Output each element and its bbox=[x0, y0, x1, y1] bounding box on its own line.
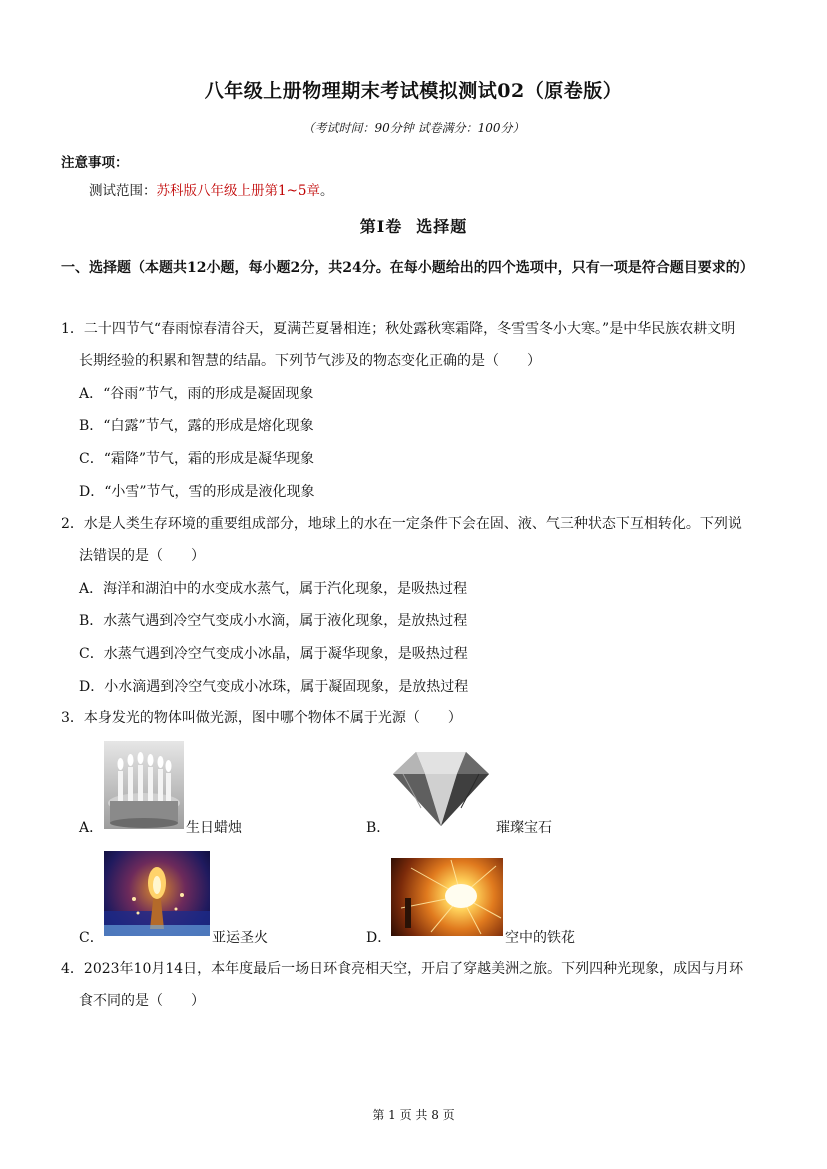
question-3-option-b-label: 璀璨宝石 bbox=[496, 820, 552, 836]
question-1-option-c: C．“霜降”节气，霜的形成是凝华现象 bbox=[79, 451, 315, 467]
question-2-option-b: B．水蒸气遇到冷空气变成小水滴，属于液化现象，是放热过程 bbox=[79, 613, 468, 629]
question-2-option-c: C．水蒸气遇到冷空气变成小冰晶，属于凝华现象，是吸热过程 bbox=[79, 646, 468, 662]
scope-highlight: 苏科版八年级上册第1~5章 bbox=[156, 183, 320, 199]
question-3-option-b-letter: B． bbox=[366, 820, 391, 836]
question-1-stem: 1．二十四节气“春雨惊春清谷天，夏满芒夏暑相连；秋处露秋寒霜降，冬雪雪冬小大寒。”是中华民族农耕文明 bbox=[61, 321, 736, 337]
scope-suffix: 。 bbox=[320, 183, 334, 199]
section-title-part1: 第Ⅰ卷 bbox=[359, 217, 403, 236]
page-footer: 第 1 页 共 8 页 bbox=[372, 1108, 455, 1122]
question-4-stem: 4．2023年10月14日，本年度最后一场日环食亮相天空，开启了穿越美洲之旅。下列四种光现象，成因与月环 bbox=[61, 961, 744, 977]
question-1-option-b: B．“白露”节气，露的形成是熔化现象 bbox=[79, 418, 314, 434]
section-title-part2: 选择题 bbox=[416, 217, 468, 236]
gemstone-image bbox=[391, 748, 491, 828]
test-scope bbox=[89, 179, 334, 199]
scope-prefix: 测试范围： bbox=[89, 183, 157, 199]
question-3-option-c-letter: C． bbox=[79, 930, 104, 946]
question-1-option-d: D．“小雪”节气，雪的形成是液化现象 bbox=[79, 484, 315, 500]
question-3-stem: 3．本身发光的物体叫做光源，图中哪个物体不属于光源（ ） bbox=[61, 710, 462, 726]
question-3-option-a-label: 生日蜡烛 bbox=[186, 820, 242, 836]
question-2-option-d: D．小水滴遇到冷空气变成小冰珠，属于凝固现象，是放热过程 bbox=[79, 679, 469, 695]
exam-title: 八年级上册物理期末考试模拟测试02（原卷版） bbox=[204, 80, 623, 102]
iron-fireworks-image bbox=[391, 858, 503, 936]
section-instruction: 一、选择题（本题共12小题，每小题2分，共24分。在每小题给出的四个选项中，只有一项是符合题目要求的） bbox=[61, 260, 754, 276]
question-3-option-a-letter: A． bbox=[79, 820, 104, 836]
question-2-stem-cont: 法错误的是（ ） bbox=[79, 548, 205, 564]
question-3-option-c-label: 亚运圣火 bbox=[212, 930, 268, 946]
question-1-stem-cont: 长期经验的积累和智慧的结晶。下列节气涉及的物态变化正确的是（ ） bbox=[79, 353, 541, 369]
question-4-stem-cont: 食不同的是（ ） bbox=[79, 993, 205, 1009]
question-3-option-d-label: 空中的铁花 bbox=[505, 930, 575, 946]
exam-subtitle: （考试时间：90分钟 试卷满分：100分） bbox=[302, 121, 525, 135]
birthday-candles-image bbox=[104, 741, 184, 829]
question-1-option-a: A．“谷雨”节气，雨的形成是凝固现象 bbox=[79, 386, 314, 402]
asian-games-torch-image bbox=[104, 851, 210, 936]
section-title bbox=[0, 214, 827, 237]
question-2-option-a: A．海洋和湖泊中的水变成水蒸气，属于汽化现象，是吸热过程 bbox=[79, 581, 468, 597]
question-2-stem: 2．水是人类生存环境的重要组成部分，地球上的水在一定条件下会在固、液、气三种状态下互相转化。下列说 bbox=[61, 516, 742, 532]
question-3-option-d-letter: D． bbox=[366, 930, 392, 946]
notes-heading: 注意事项： bbox=[61, 155, 129, 171]
